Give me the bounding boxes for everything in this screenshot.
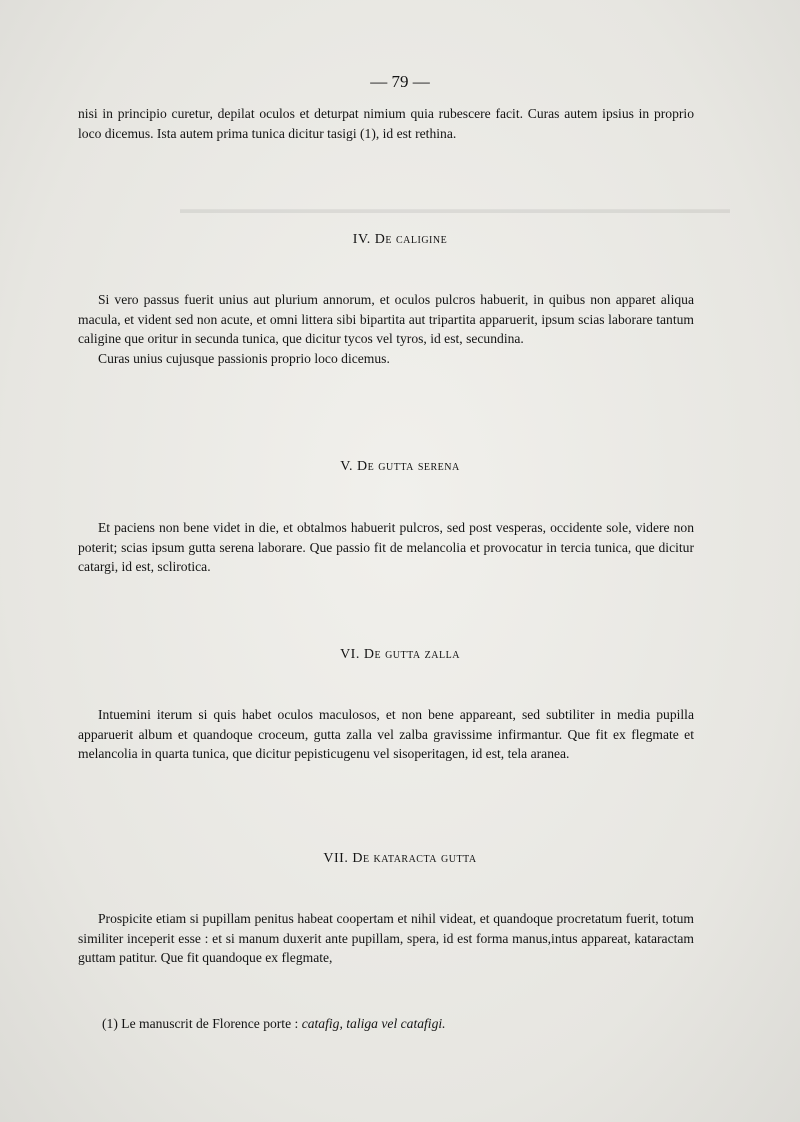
section-body-v	[78, 518, 694, 577]
footnote-marker: (1)	[102, 1016, 118, 1031]
page-number: — 79 —	[370, 72, 430, 91]
paragraph: Prospicite etiam si pupillam penitus habeat coopertam et nihil videat, et quandoque procretatum fuerit, totum similiter inceperit esse : et si manum duxerit ante pupillam, spera, id est forma manus,intus appareat, kataractam guttam patitur. Que fit quandoque ex flegmate,	[78, 911, 694, 965]
footnote-variants: catafig, taliga vel catafigi.	[301, 1016, 446, 1031]
section-heading-iv	[0, 232, 800, 248]
section-numeral: IV.	[352, 232, 371, 247]
paragraph: Et paciens non bene videt in die, et obtalmos habuerit pulcros, sed post vesperas, occidente sole, videre non poterit; scias ipsum gutta serena laborare. Que passio fit de melancolia et provocatur in tercia tunica, que dicitur catargi, id est, sclirotica.	[78, 520, 694, 574]
section-numeral: V.	[340, 459, 354, 474]
intro-paragraph	[78, 104, 694, 143]
footnote	[102, 1016, 446, 1032]
paragraph: Si vero passus fuerit unius aut plurium annorum, et oculos pulcros habuerit, in quibus non apparet aliqua macula, et vident sed non acute, et omni littera sibi bipartita aut tripartita apparuerit, ipsum scias laborare tantum caligine que oritur in secunda tunica, que dicitur tycos vel tyros, id est, secundina.	[78, 292, 694, 346]
intro-text: nisi in principio curetur, depilat oculos et deturpat nimium quia rubescere facit. Curas autem ipsius in proprio loco dicemus. Ista autem prima tunica dicitur tasigi (1), id est rethina.	[78, 106, 694, 141]
section-heading-v	[0, 459, 800, 475]
section-body-vi	[78, 705, 694, 764]
show-through-texture: ▬▬▬▬▬▬▬▬▬▬▬▬▬▬▬▬▬▬▬▬▬▬▬▬▬▬▬▬▬▬▬▬▬▬▬▬▬▬▬▬▬▬▬▬	[180, 202, 730, 216]
section-title: De gutta serena	[357, 459, 460, 474]
section-title: De gutta zalla	[363, 647, 460, 662]
footnote-text: Le manuscrit de Florence porte :	[121, 1016, 299, 1031]
section-heading-vii	[0, 851, 800, 867]
section-title: De caligine	[374, 232, 448, 247]
section-numeral: VII.	[323, 851, 349, 866]
section-body-iv	[78, 290, 694, 368]
paragraph: Intuemini iterum si quis habet oculos maculosos, et non bene appareant, sed subtiliter in media pupilla apparuerit album et quandoque croceum, gutta zalla vel zalba gravissime infirmantur. Que fit ex flegmate et melancolia in quarta tunica, que dicitur pepisticugenu vel sisoperitagen, id est, tela aranea.	[78, 707, 694, 761]
section-numeral: VI.	[340, 647, 360, 662]
section-title: De kataracta gutta	[352, 851, 477, 866]
paragraph: Curas unius cujusque passionis proprio loco dicemus.	[98, 350, 390, 366]
section-body-vii	[78, 909, 694, 968]
section-heading-vi	[0, 647, 800, 663]
